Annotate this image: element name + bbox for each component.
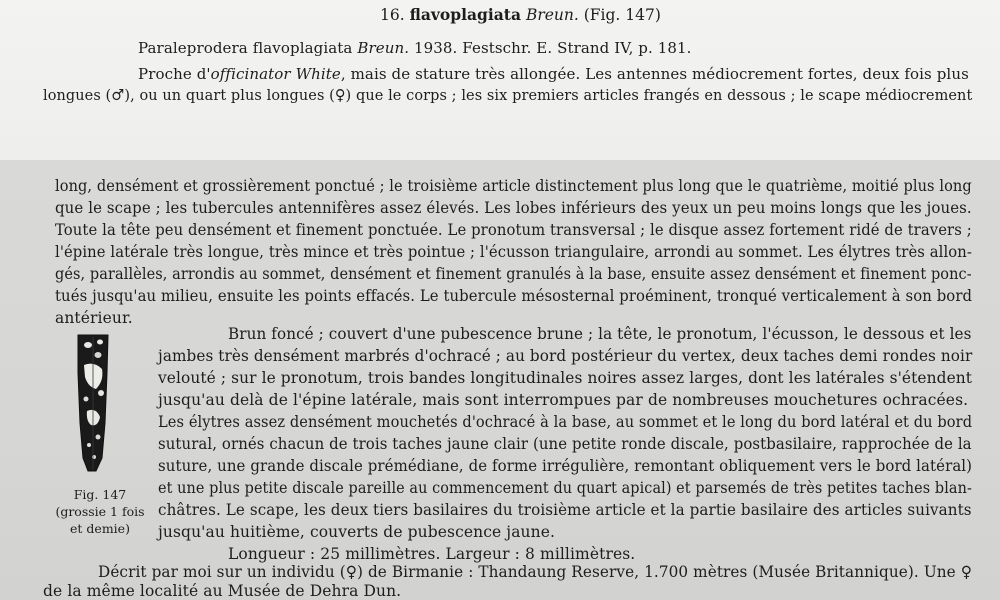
- description-line: gés, parallèles, arrondis au sommet, densément et finement granulés à la base, ensuite assez densément et finement ponc-: [55, 265, 972, 283]
- color-line: jambes très densément marbrés d'ochracé ; au bord postérieur du vertex, deux taches demi rondes noir: [158, 347, 973, 365]
- description-line: antérieur.: [55, 309, 133, 327]
- description-line: Toute la tête peu densément et finement ponctuée. Le pronotum transversal ; le disque assez fortement ridé de travers ;: [55, 221, 972, 239]
- description-line: l'épine latérale très longue, très mince et très pointue ; l'écusson triangulaire, arrondi au sommet. Les élytres très allon-: [55, 243, 972, 261]
- description-line: long, densément et grossièrement ponctué ; le troisième article distinctement plus long que le quatrième, moitié plus long: [55, 177, 972, 195]
- color-line: jusqu'au delà de l'épine latérale, mais sont interrompues par de nombreuses mouchetures ochracées.: [158, 391, 969, 409]
- color-line: châtres. Le scape, les deux tiers basilaires du troisième article et la partie basilaire des articles suivants: [158, 501, 972, 519]
- species-number: 16.: [380, 6, 405, 24]
- synonym-line: Paraleprodera flavoplagiata Breun. 1938. Festschr. E. Strand IV, p. 181.: [138, 39, 692, 57]
- description-line: que le scape ; les tubercules antennifères assez élevés. Les lobes inférieurs des yeux un peu moins longs que les joues.: [55, 199, 972, 217]
- color-line: Brun foncé ; couvert d'une pubescence brune ; la tête, le pronotum, l'écusson, le dessous et les: [228, 325, 972, 343]
- color-line: Les élytres assez densément mouchetés d'ochracé à la base, au sommet et le long du bord latéral et du bord: [158, 413, 973, 431]
- color-line: sutural, ornés chacun de trois taches jaune clair (une petite ronde discale, postbasilaire, rapprochée de la: [158, 435, 972, 453]
- upper-text-line: longues (♂), ou un quart plus longues (♀) que le corps ; les six premiers articles frangés en dessous ; le scape médiocrement: [43, 86, 973, 104]
- description-line: tués jusqu'au milieu, ensuite les points effacés. Le tubercule mésosternal proéminent, tronqué verticalement à son bord: [55, 287, 973, 305]
- color-line: et une plus petite discale pareille au commencement du quart apical) et parsemés de très petites taches blan-: [158, 479, 972, 497]
- provenance-line: Décrit par moi sur un individu (♀) de Birmanie : Thandaung Reserve, 1.700 mètres (Musée Britannique). Une ♀: [98, 563, 972, 581]
- figure-reference: (Fig. 147): [583, 6, 661, 24]
- provenance-line: de la même localité au Musée de Dehra Dun.: [43, 582, 402, 600]
- color-line: jusqu'au huitième, couverts de pubescence jaune.: [158, 523, 556, 541]
- upper-text-line: Proche d'officinator White, mais de stature très allongée. Les antennes médiocrement fortes, deux fois plus: [138, 65, 969, 83]
- color-line: velouté ; sur le pronotum, trois bandes longitudinales noires assez larges, dont les latérales s'étendent: [158, 369, 973, 387]
- species-author: Breun.: [525, 6, 579, 24]
- beetle-figure: [74, 333, 112, 473]
- species-heading: [380, 5, 661, 24]
- figure-caption: Fig. 147 (grossie 1 fois et demie): [55, 487, 145, 536]
- color-line: suture, une grande discale prémédiane, de forme irrégulière, remontant obliquement vers le bord latéral): [158, 457, 973, 475]
- beetle-elytron-icon: [74, 333, 112, 473]
- measurements-line: Longueur : 25 millimètres. Largeur : 8 millimètres.: [228, 545, 636, 563]
- species-name: flavoplagiata: [409, 5, 521, 24]
